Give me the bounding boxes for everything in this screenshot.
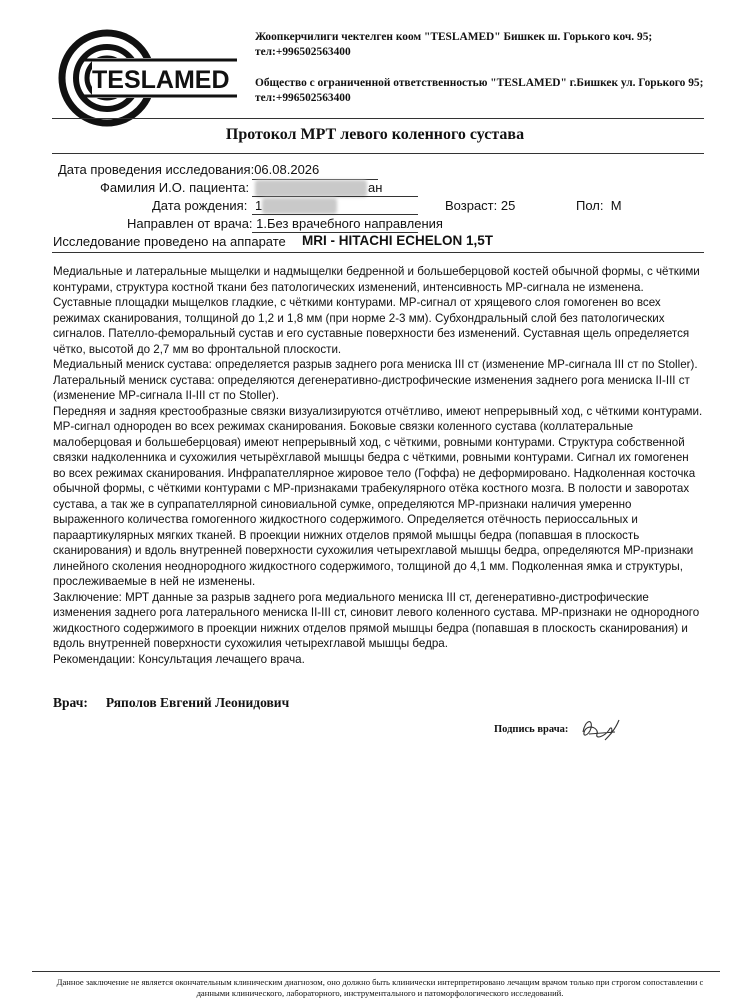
logo-wordmark: TESLAMED xyxy=(92,66,230,94)
meta-sex-value: М xyxy=(610,198,622,213)
meta-sex xyxy=(576,198,622,213)
meta-sex-label: Пол: xyxy=(576,198,604,213)
meta-age xyxy=(445,198,515,213)
meta-name-row xyxy=(100,180,249,195)
report-recommendation: Рекомендации: Консультация лечащего врача. xyxy=(53,652,305,666)
redacted-dob xyxy=(262,198,337,214)
report-paragraph-bones: Медиальные и латеральные мыщелки и надмыщелки бедренной и большеберцовой костей обычной формы, с чёткими контурами, структура костной ткани без патологических изменений, интенсивность МР-сигнала не изменена. Суставные площадки мыщелков гладкие, с чёткими контурами. МР-сигнал от хрящевого слоя гомогенен во всех режимах сканирования, толщиной до 1,2 и 1,8 мм (при норме 2-3 мм). Субхондральный слой без патологических сигналов. Пателло-феморальный сустав и его суставные поверхности без изменений. Суставная щель определяется чётко, высотой до 2,7 мм во фронтальной плоскости. xyxy=(53,265,700,356)
meta-divider xyxy=(52,252,704,253)
dob-underline xyxy=(252,214,418,215)
name-underline xyxy=(252,196,418,197)
report-paragraph-medial-meniscus: Медиальный мениск сустава: определяется разрыв заднего рога мениска III ст (изменение МР-сигнала III ст по Stoller). xyxy=(53,358,698,371)
report-paragraph-lateral-meniscus: Латеральный мениск сустава: определяются дегенеративно-дистрофические изменения заднего рога мениска II-III ст (изменение МР-сигнала II-III ст по Stoller). xyxy=(53,373,690,402)
meta-date-value: 06.08.2026 xyxy=(254,162,320,177)
meta-dob-row xyxy=(152,198,247,213)
meta-age-value: 25 xyxy=(500,198,516,213)
doctor-name: Ряполов Евгений Леонидович xyxy=(105,695,290,710)
meta-device-row xyxy=(53,234,286,249)
meta-device-label: Исследование проведено на аппарате xyxy=(53,234,286,249)
meta-dob-visible: 1 xyxy=(255,198,263,213)
report-conclusion: Заключение: МРТ данные за разрыв заднего рога медиального мениска III ст, дегенеративно-дистрофические изменения заднего рога латерального мениска II-III ст, синовит левого коленного сустава. МР-признаки не однородного жидкостного содержимого в проекции нижних отделов прямой мышцы бедра (попавшая в плоскость сканирования) и вдоль внутренней поверхности сухожилия четырехглавой мышцы бедра. xyxy=(53,590,700,650)
meta-name-label: Фамилия И.О. пациента: xyxy=(100,180,250,195)
meta-dob-label: Дата рождения: xyxy=(152,198,248,213)
disclaimer-footer: Данное заключение не является окончательным клиническим диагнозом, оно должно быть клинически интерпретировано лечащим врачом только при строгом сопоставлении с данными клинического, лабораторного, инструментального и патоморфологического исследований. xyxy=(56,977,704,998)
meta-date-row xyxy=(58,162,319,177)
meta-referral-row xyxy=(127,216,443,231)
redacted-patient-name xyxy=(255,180,367,197)
meta-date-label: Дата проведения исследования: xyxy=(58,162,255,177)
meta-referral-label: Направлен от врача: xyxy=(127,216,253,231)
org-header-ru: Общество с ограниченной ответственностью "TESLAMED" г.Бишкек ул. Горького 95; тел:+996502563400 xyxy=(255,77,704,104)
signature-label: Подпись врача: xyxy=(494,724,569,735)
meta-name-tail: ан xyxy=(368,180,383,195)
meta-device-value: MRI - HITACHI ECHELON 1,5T xyxy=(302,233,494,248)
doctor-line xyxy=(53,695,289,711)
org-header-kg: Жоопкерчилиги чектелген коом "TESLAMED" Бишкек ш. Горького коч. 95; тел:+996502563400 xyxy=(255,31,653,58)
report-body xyxy=(53,264,703,667)
meta-referral-value: 1.Без врачебного направления xyxy=(256,216,443,231)
doctor-label: Врач: xyxy=(53,695,88,710)
teslamed-logo xyxy=(52,28,242,128)
signature-image xyxy=(575,710,625,750)
header-divider xyxy=(52,118,704,119)
report-paragraph-ligaments: Передняя и задняя крестообразные связки визуализируются отчётливо, имеют непрерывный ход, с чёткими контурами. МР-сигнал однороден во всех режимах сканирования. Боковые связки коленного сустава (коллатеральные малоберцовая и большеберцовая) имеют непрерывный ход, с чёткими, ровными контурами. Структура собственной связки надколенника и сухожилия четырёхглавой мышцы бедра с чёткими, ровными контурами. Сигнал их гомогенен во всех режимах сканирования. Инфрапателлярное жировое тело (Гоффа) не деформировано. Надколенная косточка обычной формы, с чёткими контурами с МР-признаками трабекулярного отёка костного мозга. В полости и заворотах сустава, а так же в супрапателлярной синовиальной сумке, определяются МР-признаки наличия умеренно выраженного количества гомогенного жидкостного содержимого. Определяется отёчность периоссальных и параартикулярных мягких тканей. В проекции нижних отделов прямой мышцы бедра (попавшая в плоскость сканирования) и вдоль внутренней поверхности сухожилия четырехглавой мышцы бедра, определяются МР-признаки линейного сколения неоднородного жидкостного содержимого, толщиной до 4,1 мм. Подколенная ямка и структуры, прослеживаемые в ней не изменены. xyxy=(53,404,703,588)
title-divider xyxy=(52,153,704,154)
meta-age-label: Возраст: xyxy=(445,198,498,213)
footer-divider xyxy=(32,971,720,972)
document-title: Протокол МРТ левого коленного сустава xyxy=(225,126,525,143)
